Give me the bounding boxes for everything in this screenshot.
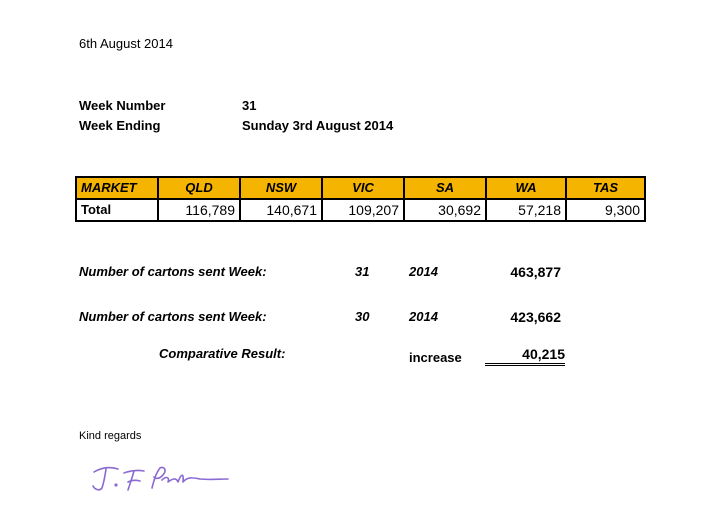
total-nsw: 140,671 <box>240 199 322 221</box>
week-ending-row <box>79 116 393 136</box>
comparative-value: 40,215 <box>485 346 565 366</box>
total-wa: 57,218 <box>486 199 566 221</box>
header-vic: VIC <box>322 177 404 199</box>
week-number-value: 31 <box>242 98 257 113</box>
week-info <box>79 96 393 136</box>
header-nsw: NSW <box>240 177 322 199</box>
cartons-week: 31 <box>355 264 370 279</box>
header-wa: WA <box>486 177 566 199</box>
header-sa: SA <box>404 177 486 199</box>
cartons-year: 2014 <box>409 264 438 279</box>
total-label: Total <box>76 199 158 221</box>
cartons-week: 30 <box>355 309 370 324</box>
comparative-direction: increase <box>409 350 462 365</box>
cartons-label: Number of cartons sent Week: <box>79 309 267 324</box>
total-tas: 9,300 <box>566 199 645 221</box>
closing-text: Kind regards <box>79 430 142 442</box>
cartons-year: 2014 <box>409 309 438 324</box>
cartons-row-previous <box>79 309 579 329</box>
total-qld: 116,789 <box>158 199 240 221</box>
week-ending-value: Sunday 3rd August 2014 <box>242 118 394 133</box>
week-number-label: Week Number <box>79 98 166 113</box>
market-table <box>75 176 646 222</box>
signature-image <box>88 460 238 496</box>
total-row <box>76 199 645 221</box>
total-sa: 30,692 <box>404 199 486 221</box>
letter-date: 6th August 2014 <box>79 36 173 51</box>
cartons-row-current <box>79 264 579 284</box>
cartons-label: Number of cartons sent Week: <box>79 264 267 279</box>
header-tas: TAS <box>566 177 645 199</box>
comparative-row <box>79 346 579 372</box>
market-header-row <box>76 177 645 199</box>
cartons-value: 423,662 <box>510 309 561 325</box>
week-number-row <box>79 96 393 116</box>
total-vic: 109,207 <box>322 199 404 221</box>
cartons-value: 463,877 <box>510 264 561 280</box>
comparative-label: Comparative Result: <box>159 346 286 361</box>
week-ending-label: Week Ending <box>79 118 161 133</box>
header-qld: QLD <box>158 177 240 199</box>
header-market: MARKET <box>76 177 158 199</box>
